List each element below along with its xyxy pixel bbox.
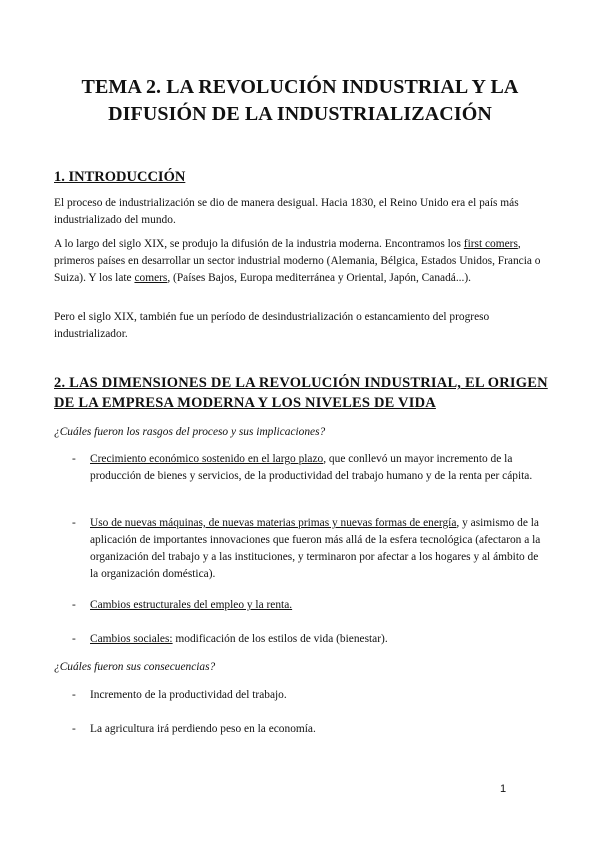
- list-item-underlined: Crecimiento económico sostenido en el largo plazo: [90, 453, 324, 465]
- section-1-paragraph-2: [54, 236, 544, 287]
- section-1-heading: 1. INTRODUCCIÓN: [54, 169, 186, 185]
- list-item-text: modificación de los estilos de vida (bienestar).: [172, 633, 388, 645]
- section-1-paragraph-1: El proceso de industrialización se dio de manera desigual. Hacia 1830, el Reino Unido era el país más industrializado del mundo.: [54, 197, 519, 226]
- document-title: [40, 74, 560, 128]
- list-item-underlined: Cambios sociales:: [90, 633, 173, 645]
- question-1: ¿Cuáles fueron los rasgos del proceso y sus implicaciones?: [54, 426, 326, 438]
- paragraph-2-text-b: , primeros países en desarrollar un sector industrial moderno (Alemania, Bélgica, Estados Unidos, Francia o Suiza). Y los late: [54, 238, 541, 284]
- list-item-text: Incremento de la productividad del trabajo.: [90, 689, 287, 701]
- paragraph-2-text-c: , (Países Bajos, Europa mediterránea y Oriental, Japón, Canadá...).: [167, 272, 472, 284]
- late-comers-term: comers: [134, 272, 168, 284]
- list-item: [72, 597, 546, 614]
- list-dash: -: [72, 453, 76, 465]
- list-item: [72, 451, 546, 485]
- list-dash: -: [72, 689, 76, 701]
- title-line-2: DIFUSIÓN DE LA INDUSTRIALIZACIÓN: [108, 103, 492, 125]
- list-dash: -: [72, 599, 76, 611]
- paragraph-2-text-a: A lo largo del siglo XIX, se produjo la difusión de la industria moderna. Encontramos los: [54, 238, 464, 250]
- question-2: ¿Cuáles fueron sus consecuencias?: [54, 661, 216, 673]
- list-dash: -: [72, 723, 76, 735]
- section-2-heading-line-2: DE LA EMPRESA MODERNA Y LOS NIVELES DE VIDA: [54, 395, 436, 411]
- list-item: [72, 721, 546, 738]
- list-item: [72, 687, 546, 704]
- section-1-paragraph-3: Pero el siglo XIX, también fue un período de desindustrialización o estancamiento del progreso industrializador.: [54, 311, 490, 340]
- section-2-heading: [54, 373, 554, 413]
- list-item: [72, 631, 546, 648]
- list-item-text: , y asimismo de la aplicación de importantes innovaciones que fueron más allá de la esfera tecnológica (afectaron a la organización del trabajo y a las instituciones, y terminaron por afectar a los hogares y al ámbito de la organización doméstica).: [90, 517, 541, 580]
- list-item: [72, 515, 546, 583]
- list-dash: -: [72, 517, 76, 529]
- list-item-underlined: Uso de nuevas máquinas, de nuevas materias primas y nuevas formas de energía: [90, 517, 457, 529]
- list-item-text: La agricultura irá perdiendo peso en la economía.: [90, 723, 316, 735]
- list-dash: -: [72, 633, 76, 645]
- section-2-heading-line-1: 2. LAS DIMENSIONES DE LA REVOLUCIÓN INDUSTRIAL, EL ORIGEN: [54, 375, 548, 391]
- title-line-1: TEMA 2. LA REVOLUCIÓN INDUSTRIAL Y LA: [81, 76, 519, 98]
- first-comers-term: first comers: [463, 238, 518, 250]
- page-number: 1: [500, 783, 507, 795]
- list-item-text: , que conllevó un mayor incremento de la producción de bienes y servicios, de la productividad del trabajo humano y de la renta per cápita.: [90, 453, 533, 482]
- list-item-underlined: Cambios estructurales del empleo y la renta.: [90, 599, 293, 611]
